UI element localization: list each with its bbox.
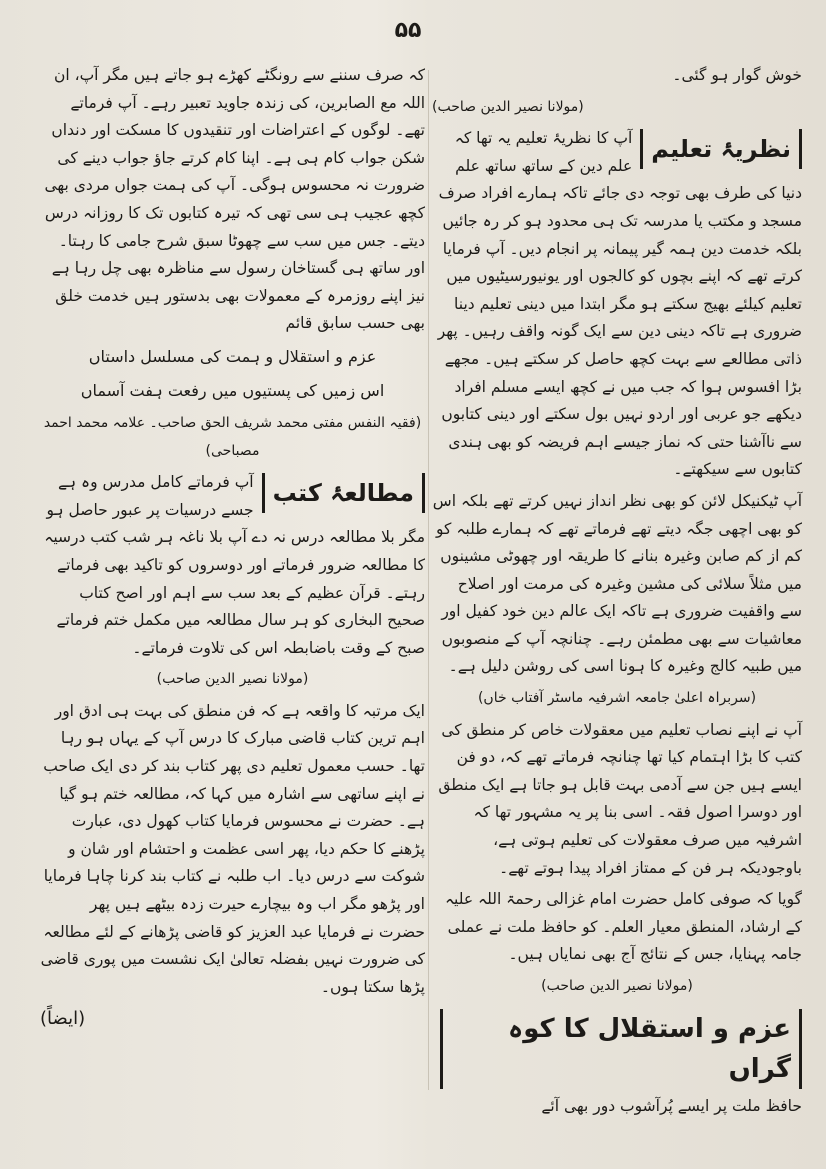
verse-line: عزم و استقلال و ہمت کی مسلسل داستاں bbox=[88, 346, 377, 366]
attribution: (مولانا نصیر الدین صاحب) bbox=[156, 671, 309, 688]
right-column bbox=[432, 62, 802, 1124]
paragraph: ایک مرتبہ کا واقعہ ہے کہ فن منطق کی بہت ہی ادق اور اہم ترین کتاب قاضی مبارک کا درس آپ کے یہاں ہو رہا تھا۔ حسب معمول تعلیم دی پھر کتاب بند کر دی ایک صاحب نے اپنے ساتھی سے اشارہ میں کہا کہ، مطالعہ ختم ہو گیا ہے۔ حضرت نے محسوس فرمایا کتاب کھول دی، عبارت پڑھنے کا حکم دیا، پھر اسی عظمت و احتشام اور شان و شوکت سے درس دیا۔ اب طلبہ نے کتاب بند کرنا چاہا فرمایا اور پڑھو مگر اب وہ بیچارے حیرت زدہ بیٹھے ہیں پھر حضرت نے فرمایا عبد العزیز کو قاضی پڑھانے کے لئے مطالعہ کی ضرورت نہیں بفضلہ تعالیٰ ایک نشست میں پوری قاضی پڑھا سکتا ہوں۔ bbox=[40, 701, 425, 996]
attribution: (مولانا نصیر الدین صاحب) bbox=[541, 978, 693, 994]
section-heading-nazariya: نظریۂ تعلیم bbox=[640, 129, 802, 169]
paragraph: گویا کہ صوفی کامل حضرت امام غزالی رحمۃ اللہ علیہ کے ارشاد، المنطق معیار العلم۔ کو حافظ ملت نے عملی جامہ پہنایا، جس کے نتائج آج بھی نمایاں ہیں۔ bbox=[444, 890, 802, 964]
attribution: (سربراہ اعلیٰ جامعہ اشرفیہ ماسٹر آفتاب خاں) bbox=[477, 690, 757, 707]
column-divider bbox=[428, 70, 429, 1090]
verse-line: اس زمیں کی پستیوں میں رفعت ہفت آسماں bbox=[80, 380, 385, 400]
page-number: ۵۵ bbox=[394, 18, 422, 43]
left-column bbox=[40, 62, 425, 1037]
section-heading-azm: عزم و استقلال کا کوہ گراں bbox=[440, 1009, 802, 1089]
paragraph: آپ کا نظریۂ تعلیم یہ تھا کہ علم دین کے ساتھ ساتھ علم دنیا کی طرف بھی توجہ دی جائے تاکہ ہمارے افراد صرف مسجد و مکتب یا مدرسہ تک ہی محدود ہو کر رہ جائیں بلکہ خدمت دین ہمہ گیر پیمانہ پر انجام دیں۔ آپ فرمایا کرتے تھے کہ اپنے بچوں کو کالجوں اور یونیورسیٹیوں میں تعلیم کیلئے بھیج سکتے ہو مگر ابتدا میں دینی تعلیم دینا ضروری ہے تاکہ دینی دین سے ایک گونہ واقف رہیں۔ پھر ذاتی مطالعے سے بہت کچھ حاصل کر سکتے ہیں۔ مجھے بڑا افسوس ہوا کہ جب میں نے کچھ ایسے مسلم افراد دیکھے جو عربی اور اردو نہیں بول سکتے اور دینی کتابوں سے ناآشنا حتی کہ نماز جیسے اہم فریضہ کو بھی ہندی کتابوں سے سیکھتے۔ bbox=[437, 129, 802, 479]
top-line: خوش گوار ہو گئی۔ bbox=[672, 66, 802, 84]
attribution: (فقیہ النفس مفتی محمد شریف الحق صاحب۔ علامہ محمد احمد مصباحی) bbox=[43, 414, 422, 459]
attribution: (مولانا نصیر الدین صاحب) bbox=[432, 98, 584, 115]
paragraph: آپ فرماتے کامل مدرس وہ ہے جسے درسیات پر عبور حاصل ہو مگر بلا مطالعہ درس نہ دے آپ بلا ناغہ ہر شب کتب درسیہ کا مطالعہ ضرور فرماتے اور دوسروں کو تاکید بھی فرماتے رہتے۔ قرآن عظیم کے بعد سب سے اہم اور اصح کتاب صحیح البخاری کو ہر سال مطالعہ میں مکمل ختم فرماتے صبح کے وقت باضابطہ اس کی تلاوت فرماتے۔ bbox=[44, 473, 425, 657]
signature: (ایضاً) bbox=[40, 1008, 86, 1030]
paragraph: حافظ ملت پر ایسے پُرآشوب دور بھی آئے bbox=[541, 1096, 802, 1115]
paragraph: آپ نے اپنے نصاب تعلیم میں معقولات خاص کر منطق کی کتب کا بڑا اہتمام کیا تھا چنانچہ فرماتے تھے کہ، دو فن ایسے ہیں جن سے آدمی بہت قابل ہو جاتا ہے ایک منطق اور دوسرا اصول فقہ۔ اسی بنا پر یہ مشہور تھا کہ اشرفیہ میں صرف معقولات کی تعلیم ہوتی ہے، باوجودیکہ ہر فن کے ممتاز افراد پیدا ہوتے تھے۔ bbox=[438, 720, 802, 877]
section-heading-mutala: مطالعۂ کتب bbox=[262, 473, 425, 513]
paragraph: آپ ٹیکنیکل لائن کو بھی نظر انداز نہیں کرتے تھے بلکہ اس کو بھی اچھی جگہ دیتے تھے فرماتے تھے کہ ہمارے طلبہ کو کم از کم صابن وغیرہ بنانے کا طریقہ اور چھوٹی مشینوں میں مثلاً سلائی کی مشین وغیرہ کی مرمت اور اصلاح سے واقفیت ضروری ہے تاکہ ایک عالم دین خود کفیل اور معاشیات سے بھی مطمئن رہے۔ چنانچہ آپ کے منصوبوں میں طبیہ کالج وغیرہ کا ہونا اسی کی روشن دلیل ہے۔ bbox=[432, 491, 802, 676]
paragraph: کہ صرف سننے سے رونگٹے کھڑے ہو جاتے ہیں مگر آپ، ان اللہ مع الصابرین، کی زندہ جاوید تعبیر رہے۔ آپ فرماتے تھے۔ لوگوں کے اعتراضات اور تنقیدوں کا مسکت اور دنداں شکن جواب کام ہی ہے۔ اپنا کام کرتے جاؤ جواب دینے کی ضرورت نہ محسوس ہوگی۔ آپ کی ہمت جواں مردی بھی کچھ عجیب ہی سی تھی کہ تیرہ کتابوں تک کا روزانہ درس دیتے۔ جس میں سب سے چھوٹا سبق شرح جامی کا رہتا۔ اور ساتھ ہی گستاخان رسول سے مناظرہ بھی چل رہا ہے نیز اپنے روزمرہ کے معمولات بھی بدستور ہیں خدمت خلق بھی حسب سابق قائم bbox=[44, 66, 425, 333]
